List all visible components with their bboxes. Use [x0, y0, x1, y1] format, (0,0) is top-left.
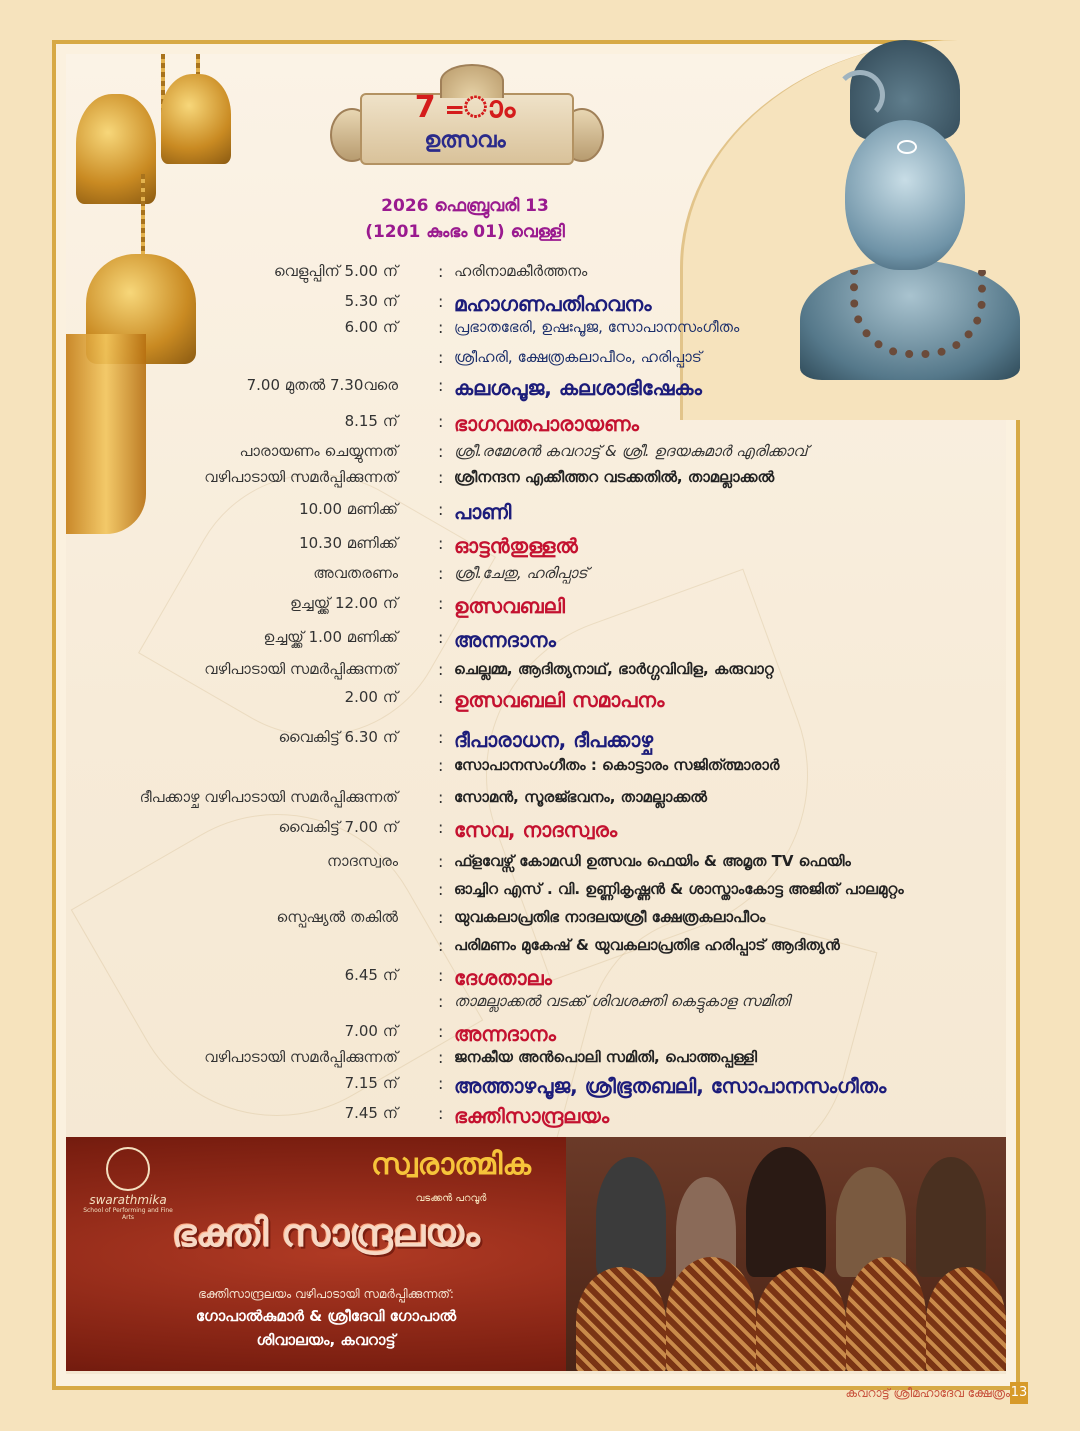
- schedule-time: ദീപക്കാഴ്ച വഴിപാടായി സമർപ്പിക്കുന്നത്: [139, 788, 398, 806]
- footer-temple-name: കവറാട്ട് ശ്രീമഹാദേവ ക്ഷേത്രം: [845, 1386, 1010, 1400]
- separator: :: [438, 534, 444, 553]
- separator: :: [438, 688, 444, 707]
- schedule-event: ദീപാരാധന, ദീപക്കാഴ്ച: [454, 728, 654, 752]
- schedule-event: സോമൻ, സൂരജ്ഭവനം, താമല്ലാക്കൽ: [454, 788, 707, 806]
- schedule-time: 10.30 മണിക്ക്: [299, 534, 398, 552]
- separator: :: [438, 818, 444, 837]
- schedule-row: [80, 788, 1010, 812]
- separator: :: [438, 594, 444, 613]
- separator: :: [438, 1104, 444, 1123]
- schedule-event: താമല്ലാക്കൽ വടക്ക് ശിവശക്തി കെട്ടുകാള സമിതി: [454, 992, 790, 1010]
- schedule-row: [80, 376, 1010, 400]
- schedule-row: [80, 1048, 1010, 1072]
- schedule-event: ഹരിനാമകീർത്തനം: [454, 262, 588, 280]
- separator: :: [438, 852, 444, 871]
- schedule-row: [80, 468, 1010, 492]
- musicians-photo: [566, 1137, 1006, 1371]
- schedule-event: സോപാനസംഗീതം : കൊട്ടാരം സജിത്ത്മാരാർ: [454, 756, 780, 774]
- schedule-event: മഹാഗണപതിഹവനം: [454, 292, 652, 316]
- schedule-event: ഓച്ചിറ എസ് . വി. ഉണ്ണികൃഷ്ണൻ & ശാസ്താംകോട്ട അജിത് പാലമുറ്റം: [454, 880, 904, 898]
- separator: :: [438, 936, 444, 955]
- separator: :: [438, 728, 444, 747]
- schedule-time: അവതരണം: [313, 564, 398, 582]
- schedule-row: [80, 628, 1010, 652]
- schedule-row: [80, 1104, 1010, 1128]
- festival-title: ഉത്സവം: [424, 128, 506, 153]
- date-line-1: 2026 ഫെബ്രുവരി 13: [381, 196, 549, 216]
- schedule-event: പാണി: [454, 500, 512, 524]
- schedule-row: [80, 412, 1010, 436]
- separator: :: [438, 262, 444, 281]
- schedule-row: [80, 500, 1010, 524]
- schedule-row: [80, 594, 1010, 618]
- separator: :: [438, 468, 444, 487]
- separator: :: [438, 376, 444, 395]
- schedule-row: [80, 936, 1010, 960]
- schedule-time: ഉച്ചയ്ക്ക് 12.00 ന്: [289, 594, 398, 612]
- schedule-time: 6.45 ന്: [344, 966, 398, 984]
- schedule-row: [80, 318, 1010, 342]
- schedule-row: [80, 348, 1010, 372]
- schedule-event: ഫ്ളവേഴ്സ് കോമഡി ഉത്സവം ഫെയിം & അമൃത TV ഫെയിം: [454, 852, 851, 870]
- schedule-row: [80, 442, 1010, 466]
- schedule-time: ഉച്ചയ്ക്ക് 1.00 മണിക്ക്: [263, 628, 398, 646]
- schedule-event: ശ്രീഹരി, ക്ഷേത്രകലാപീഠം, ഹരിപ്പാട്: [454, 348, 702, 366]
- schedule-event: അത്താഴപൂജ, ശ്രീഭൂതബലി, സോപാനസംഗീതം: [454, 1074, 887, 1098]
- schedule-event: പ്രഭാതഭേരി, ഉഷഃപൂജ, സോപാനസംഗീതം: [454, 318, 740, 336]
- schedule-event: സേവ, നാദസ്വരം: [454, 818, 618, 842]
- schedule-row: [80, 880, 1010, 904]
- schedule-event: ഭക്തിസാന്ദ്രലയം: [454, 1104, 610, 1128]
- schedule-time: 6.00 ന്: [344, 318, 398, 336]
- schedule-time: 2.00 ന്: [344, 688, 398, 706]
- schedule-row: [80, 564, 1010, 588]
- sponsor-names: ഗോപാൽകുമാർ & ശ്രീദേവി ഗോപാൽ: [195, 1307, 457, 1325]
- schedule-time: വൈകിട്ട് 7.00 ന്: [278, 818, 398, 836]
- schedule-event: ഉത്സവബലി സമാപനം: [454, 688, 665, 712]
- schedule-row: [80, 908, 1010, 932]
- schedule-row: [80, 728, 1010, 752]
- schedule-event: ജനകീയ അൻപൊലി സമിതി, പൊത്തപ്പള്ളി: [454, 1048, 757, 1066]
- schedule-event: ചെല്ലമ്മ, ആദിത്യനാഥ്, ഭാർഗ്ഗവിവിള, കരുവാറ്റ: [454, 660, 774, 678]
- schedule-event: ഓട്ടൻതുള്ളൽ: [454, 534, 578, 558]
- page-number: 13: [1010, 1382, 1028, 1404]
- schedule-time: വൈകിട്ട് 6.30 ന്: [278, 728, 398, 746]
- separator: :: [438, 880, 444, 899]
- separator: :: [438, 412, 444, 431]
- schedule-time: സ്പെഷ്യൽ തകിൽ: [276, 908, 398, 926]
- schedule-time: വഴിപാടായി സമർപ്പിക്കുന്നത്: [204, 660, 398, 678]
- schedule-time: 7.00 ന്: [344, 1022, 398, 1040]
- title-scroll: [330, 88, 600, 168]
- schedule-row: [80, 756, 1010, 780]
- schedule-time: വഴിപാടായി സമർപ്പിക്കുന്നത്: [204, 468, 398, 486]
- schedule-row: [80, 660, 1010, 684]
- sponsor-address: ശിവാലയം, കവറാട്ട്: [256, 1331, 396, 1349]
- separator: :: [438, 992, 444, 1011]
- schedule-event: ഉത്സവബലി: [454, 594, 566, 618]
- schedule-event: അന്നദാനം: [454, 1022, 556, 1046]
- schedule-event: ഭാഗവതപാരായണം: [454, 412, 639, 436]
- separator: :: [438, 628, 444, 647]
- schedule-time: 10.00 മണിക്ക്: [299, 500, 398, 518]
- group-place: വടക്കൻ പറവൂർ: [415, 1193, 487, 1204]
- schedule-time: 7.15 ന്: [344, 1074, 398, 1092]
- schedule-row: [80, 1022, 1010, 1046]
- date-line-2: (1201 കുംഭം 01) വെള്ളി: [365, 222, 565, 242]
- schedule-event: യുവകലാപ്രതിഭ നാദലയശ്രീ ക്ഷേത്രകലാപീഠം: [454, 908, 766, 926]
- schedule-time: 7.45 ന്: [344, 1104, 398, 1122]
- schedule-row: [80, 262, 1010, 286]
- schedule-row: [80, 852, 1010, 876]
- schedule-event: ദേശതാലം: [454, 966, 552, 990]
- schedule-row: [80, 534, 1010, 558]
- day-number: 7 =ാം: [414, 90, 516, 125]
- schedule-event: ശ്രീ.രമേശൻ കവറാട്ട് & ശ്രീ. ഉദയകുമാർ എരിക്കാവ്: [454, 442, 808, 460]
- separator: :: [438, 1074, 444, 1093]
- separator: :: [438, 1048, 444, 1067]
- separator: :: [438, 318, 444, 337]
- schedule-event: കലശപൂജ, കലശാഭിഷേകം: [454, 376, 702, 400]
- separator: :: [438, 442, 444, 461]
- schedule-time: പാരായണം ചെയ്യുന്നത്: [239, 442, 398, 460]
- separator: :: [438, 1022, 444, 1041]
- separator: :: [438, 564, 444, 583]
- schedule-time: 7.00 മുതൽ 7.30വരെ: [246, 376, 398, 394]
- separator: :: [438, 756, 444, 775]
- sponsor-caption: ഭക്തിസാന്ദ്രലയം വഴിപാടായി സമർപ്പിക്കുന്നത്:: [198, 1287, 454, 1301]
- schedule-time: 8.15 ന്: [344, 412, 398, 430]
- schedule-event: ശ്രീനന്ദന എക്കീത്തറ വടക്കതിൽ, താമല്ലാക്കൽ: [454, 468, 775, 486]
- banner-title: ഭക്തി സാന്ദ്രലയം: [172, 1211, 480, 1255]
- separator: :: [438, 292, 444, 311]
- schedule-time: നാദസ്വരം: [326, 852, 398, 870]
- schedule-row: [80, 1074, 1010, 1098]
- schedule-row: [80, 992, 1010, 1016]
- schedule-time: വഴിപാടായി സമർപ്പിക്കുന്നത്: [204, 1048, 398, 1066]
- separator: :: [438, 908, 444, 927]
- schedule-event: പരിമണം മുകേഷ് & യുവകലാപ്രതിഭ ഹരിപ്പാട് ആദിത്യൻ: [454, 936, 840, 954]
- bhakti-sandralayam-banner: [66, 1137, 1006, 1371]
- schedule-time: 5.30 ന്: [344, 292, 398, 310]
- schedule-row: [80, 292, 1010, 316]
- schedule-event: അന്നദാനം: [454, 628, 556, 652]
- group-name: സ്വരാത്മിക: [371, 1147, 531, 1182]
- schedule-row: [80, 688, 1010, 712]
- schedule-event: ശ്രീ.ചേതു, ഹരിപ്പാട്: [454, 564, 588, 582]
- separator: :: [438, 660, 444, 679]
- swarathmika-logo: swarathmika School of Performing and Fine Arts: [78, 1147, 178, 1221]
- schedule-row: [80, 818, 1010, 842]
- schedule-time: വെളുപ്പിന് 5.00 ന്: [273, 262, 398, 280]
- separator: :: [438, 500, 444, 519]
- schedule-row: [80, 966, 1010, 990]
- separator: :: [438, 966, 444, 985]
- separator: :: [438, 348, 444, 367]
- separator: :: [438, 788, 444, 807]
